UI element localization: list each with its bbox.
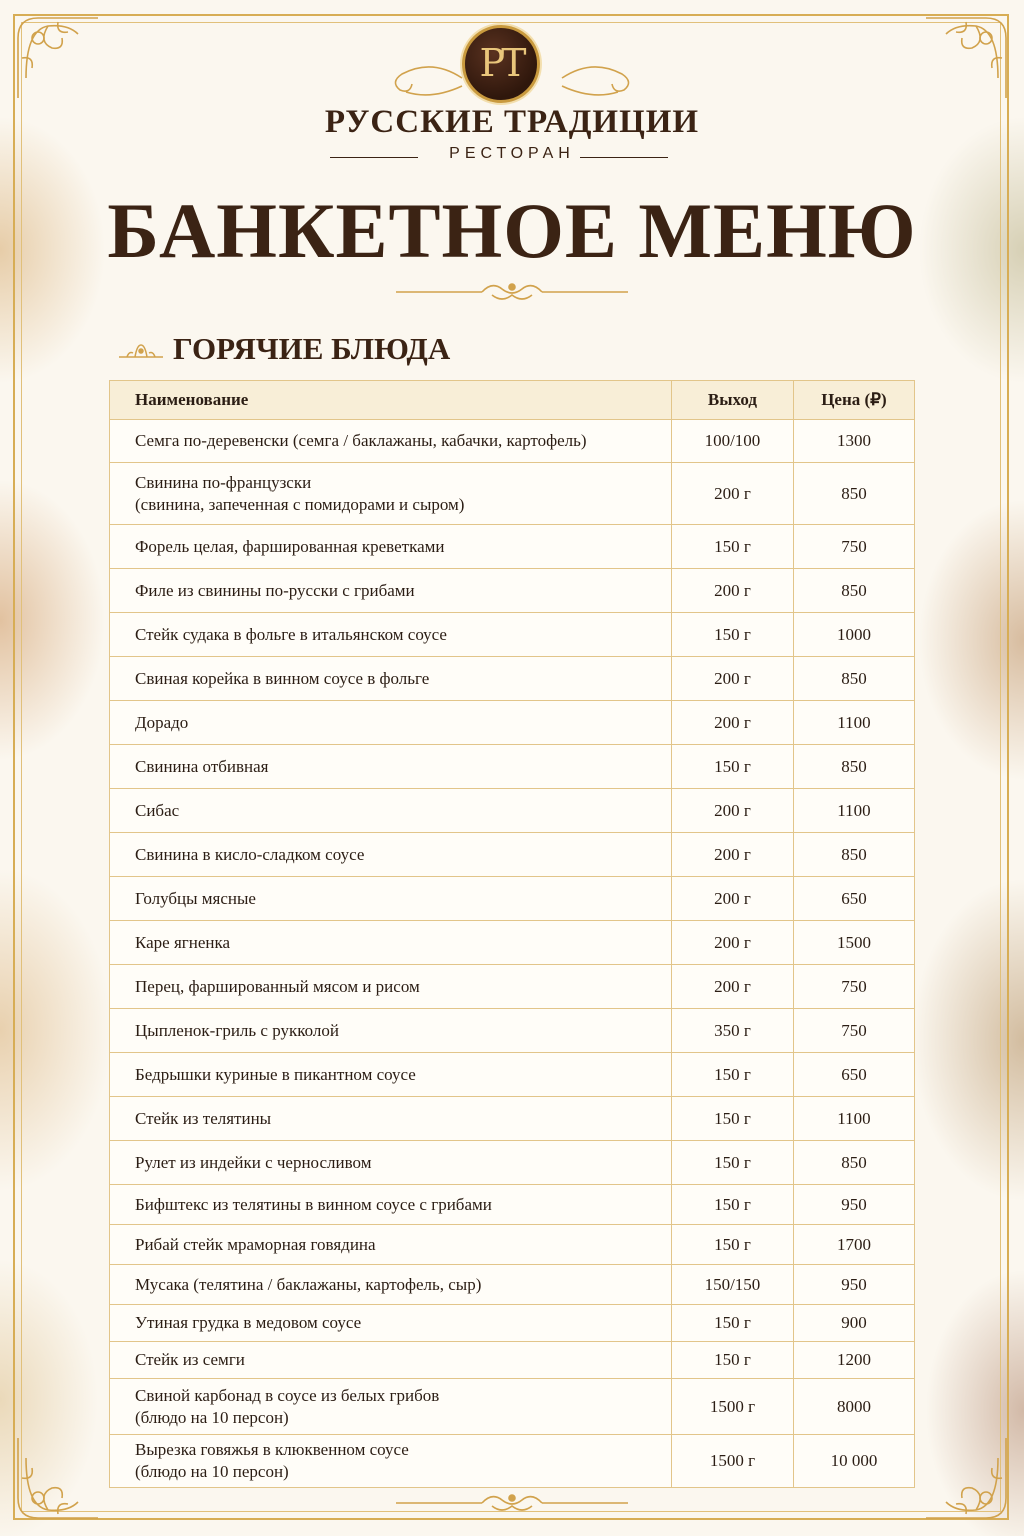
dish-name-cell [110,1305,672,1342]
dish-name: Сибас [135,800,180,820]
table-row [110,1379,915,1435]
dish-name: Рулет из индейки с черносливом [135,1152,372,1172]
table-row [110,657,915,701]
dish-name-cell [110,525,672,569]
corner-ornament-icon [8,1432,104,1528]
dish-price: 1100 [793,701,914,745]
table-row [110,965,915,1009]
dish-output: 150 г [672,745,794,789]
bottom-ornament-icon [392,1488,632,1518]
dish-name-cell [110,1097,672,1141]
dish-name: Мусака (телятина / баклажаны, картофель, сыр) [135,1274,482,1294]
dish-price: 8000 [793,1379,914,1435]
column-header-output: Выход [672,381,794,420]
table-row [110,745,915,789]
dish-name-cell [110,463,672,525]
dish-price: 850 [793,833,914,877]
section-ornament-icon [117,341,165,365]
dish-output: 100/100 [672,420,794,463]
dish-name-cell [110,1141,672,1185]
dish-output: 350 г [672,1009,794,1053]
dish-name: Рибай стейк мраморная говядина [135,1234,376,1254]
table-row [110,1053,915,1097]
dish-price: 1300 [793,420,914,463]
dish-price: 750 [793,1009,914,1053]
dish-name: Свиная корейка в винном соусе в фольге [135,668,430,688]
corner-ornament-icon [920,8,1016,104]
dish-name-cell [110,965,672,1009]
dish-name-cell [110,921,672,965]
table-row [110,1185,915,1225]
title-divider-icon [392,277,632,307]
table-row [110,1265,915,1305]
dish-name-cell [110,833,672,877]
dish-name: Стейк судака в фольге в итальянском соусе [135,624,447,644]
table-row [110,701,915,745]
dish-name-cell [110,613,672,657]
dish-name-cell [110,420,672,463]
menu-table [109,380,915,1488]
dish-output: 150 г [672,1225,794,1265]
table-row [110,1225,915,1265]
dish-price: 750 [793,965,914,1009]
table-row [110,877,915,921]
page-title: БАНКЕТНОЕ МЕНЮ [107,187,917,274]
dish-name-cell [110,1342,672,1379]
dish-output: 200 г [672,657,794,701]
dish-output: 200 г [672,701,794,745]
dish-price: 1200 [793,1342,914,1379]
dish-name: Каре ягненка [135,932,231,952]
dish-name: Стейк из семги [135,1350,245,1369]
dish-name-cell [110,1225,672,1265]
dish-price: 1100 [793,1097,914,1141]
dish-name: Стейк из телятины [135,1108,272,1128]
corner-ornament-icon [920,1432,1016,1528]
dish-name-cell [110,745,672,789]
dish-name: Форель целая, фаршированная креветками [135,536,445,556]
dish-name: Филе из свинины по-русски с грибами [135,580,415,600]
dish-description: (блюдо на 10 персон) [135,1407,289,1427]
dish-price: 850 [793,463,914,525]
dish-output: 200 г [672,789,794,833]
dish-name-cell [110,1379,672,1435]
dish-output: 200 г [672,965,794,1009]
table-row [110,1097,915,1141]
dish-price: 850 [793,657,914,701]
table-row [110,525,915,569]
table-row [110,463,915,525]
dish-name-cell [110,1009,672,1053]
dish-name-cell [110,1185,672,1225]
logo-monogram: РТ [462,25,540,103]
dish-name-cell [110,789,672,833]
dish-name: Семга по-деревенски (семга / баклажаны, кабачки, картофель) [135,431,587,450]
dish-price: 950 [793,1185,914,1225]
dish-name-cell [110,569,672,613]
dish-price: 10 000 [793,1435,914,1488]
dish-name: Свинина в кисло-сладком соусе [135,844,365,864]
table-row [110,569,915,613]
dish-output: 150/150 [672,1265,794,1305]
table-row [110,420,915,463]
dish-output: 150 г [672,1053,794,1097]
table-body [110,420,915,1488]
table-header-row [110,381,915,420]
dish-name: Свинина отбивная [135,756,269,776]
dish-price: 650 [793,1053,914,1097]
restaurant-subtitle-row [0,145,1024,169]
dish-price: 850 [793,1141,914,1185]
dish-name-cell [110,657,672,701]
dish-name: Дорадо [135,712,189,732]
dish-price: 1700 [793,1225,914,1265]
dish-name-cell [110,877,672,921]
dish-output: 200 г [672,921,794,965]
table-row [110,1435,915,1488]
restaurant-subtitle: РЕСТОРАН [449,145,575,162]
dish-output: 1500 г [672,1435,794,1488]
dish-name: Вырезка говяжья в клюквенном соусе [135,1440,409,1459]
dish-output: 200 г [672,569,794,613]
dish-name-cell [110,701,672,745]
dish-price: 750 [793,525,914,569]
restaurant-name: РУССКИЕ ТРАДИЦИИ [324,104,700,140]
dish-output: 150 г [672,1097,794,1141]
table-row [110,833,915,877]
dish-output: 200 г [672,463,794,525]
dish-price: 1100 [793,789,914,833]
dish-price: 850 [793,745,914,789]
dish-name: Перец, фаршированный мясом и рисом [135,976,420,996]
column-header-price: Цена (₽) [793,381,914,420]
dish-name: Бедрышки куриные в пикантном соусе [135,1064,416,1084]
dish-output: 200 г [672,833,794,877]
dish-output: 150 г [672,613,794,657]
dish-name: Голубцы мясные [135,888,256,908]
dish-price: 1500 [793,921,914,965]
column-header-name: Наименование [110,381,672,420]
dish-description: (свинина, запеченная с помидорами и сыром) [135,494,465,514]
dish-name-cell [110,1435,672,1488]
dish-price: 650 [793,877,914,921]
dish-name: Бифштекс из телятины в винном соусе с грибами [135,1194,492,1214]
subtitle-line-right [580,157,668,158]
table-row [110,789,915,833]
table-row [110,1305,915,1342]
dish-output: 150 г [672,1305,794,1342]
table-row [110,1141,915,1185]
dish-output: 200 г [672,877,794,921]
dish-name: Цыпленок-гриль с рукколой [135,1020,339,1040]
corner-ornament-icon [8,8,104,104]
table-row [110,1342,915,1379]
dish-price: 1000 [793,613,914,657]
dish-name: Утиная грудка в медовом соусе [135,1313,362,1332]
dish-output: 150 г [672,1185,794,1225]
dish-output: 150 г [672,1141,794,1185]
table-row [110,1009,915,1053]
dish-output: 150 г [672,525,794,569]
dish-price: 950 [793,1265,914,1305]
dish-output: 1500 г [672,1379,794,1435]
section-title: ГОРЯЧИЕ БЛЮДА [173,331,451,366]
dish-price: 900 [793,1305,914,1342]
dish-name: Свиной карбонад в соусе из белых грибов [135,1385,440,1405]
dish-name-cell [110,1265,672,1305]
dish-description: (блюдо на 10 персон) [135,1462,289,1481]
dish-output: 150 г [672,1342,794,1379]
dish-price: 850 [793,569,914,613]
table-row [110,613,915,657]
dish-name-cell [110,1053,672,1097]
dish-name: Свинина по-французски [135,472,312,492]
table-row [110,921,915,965]
